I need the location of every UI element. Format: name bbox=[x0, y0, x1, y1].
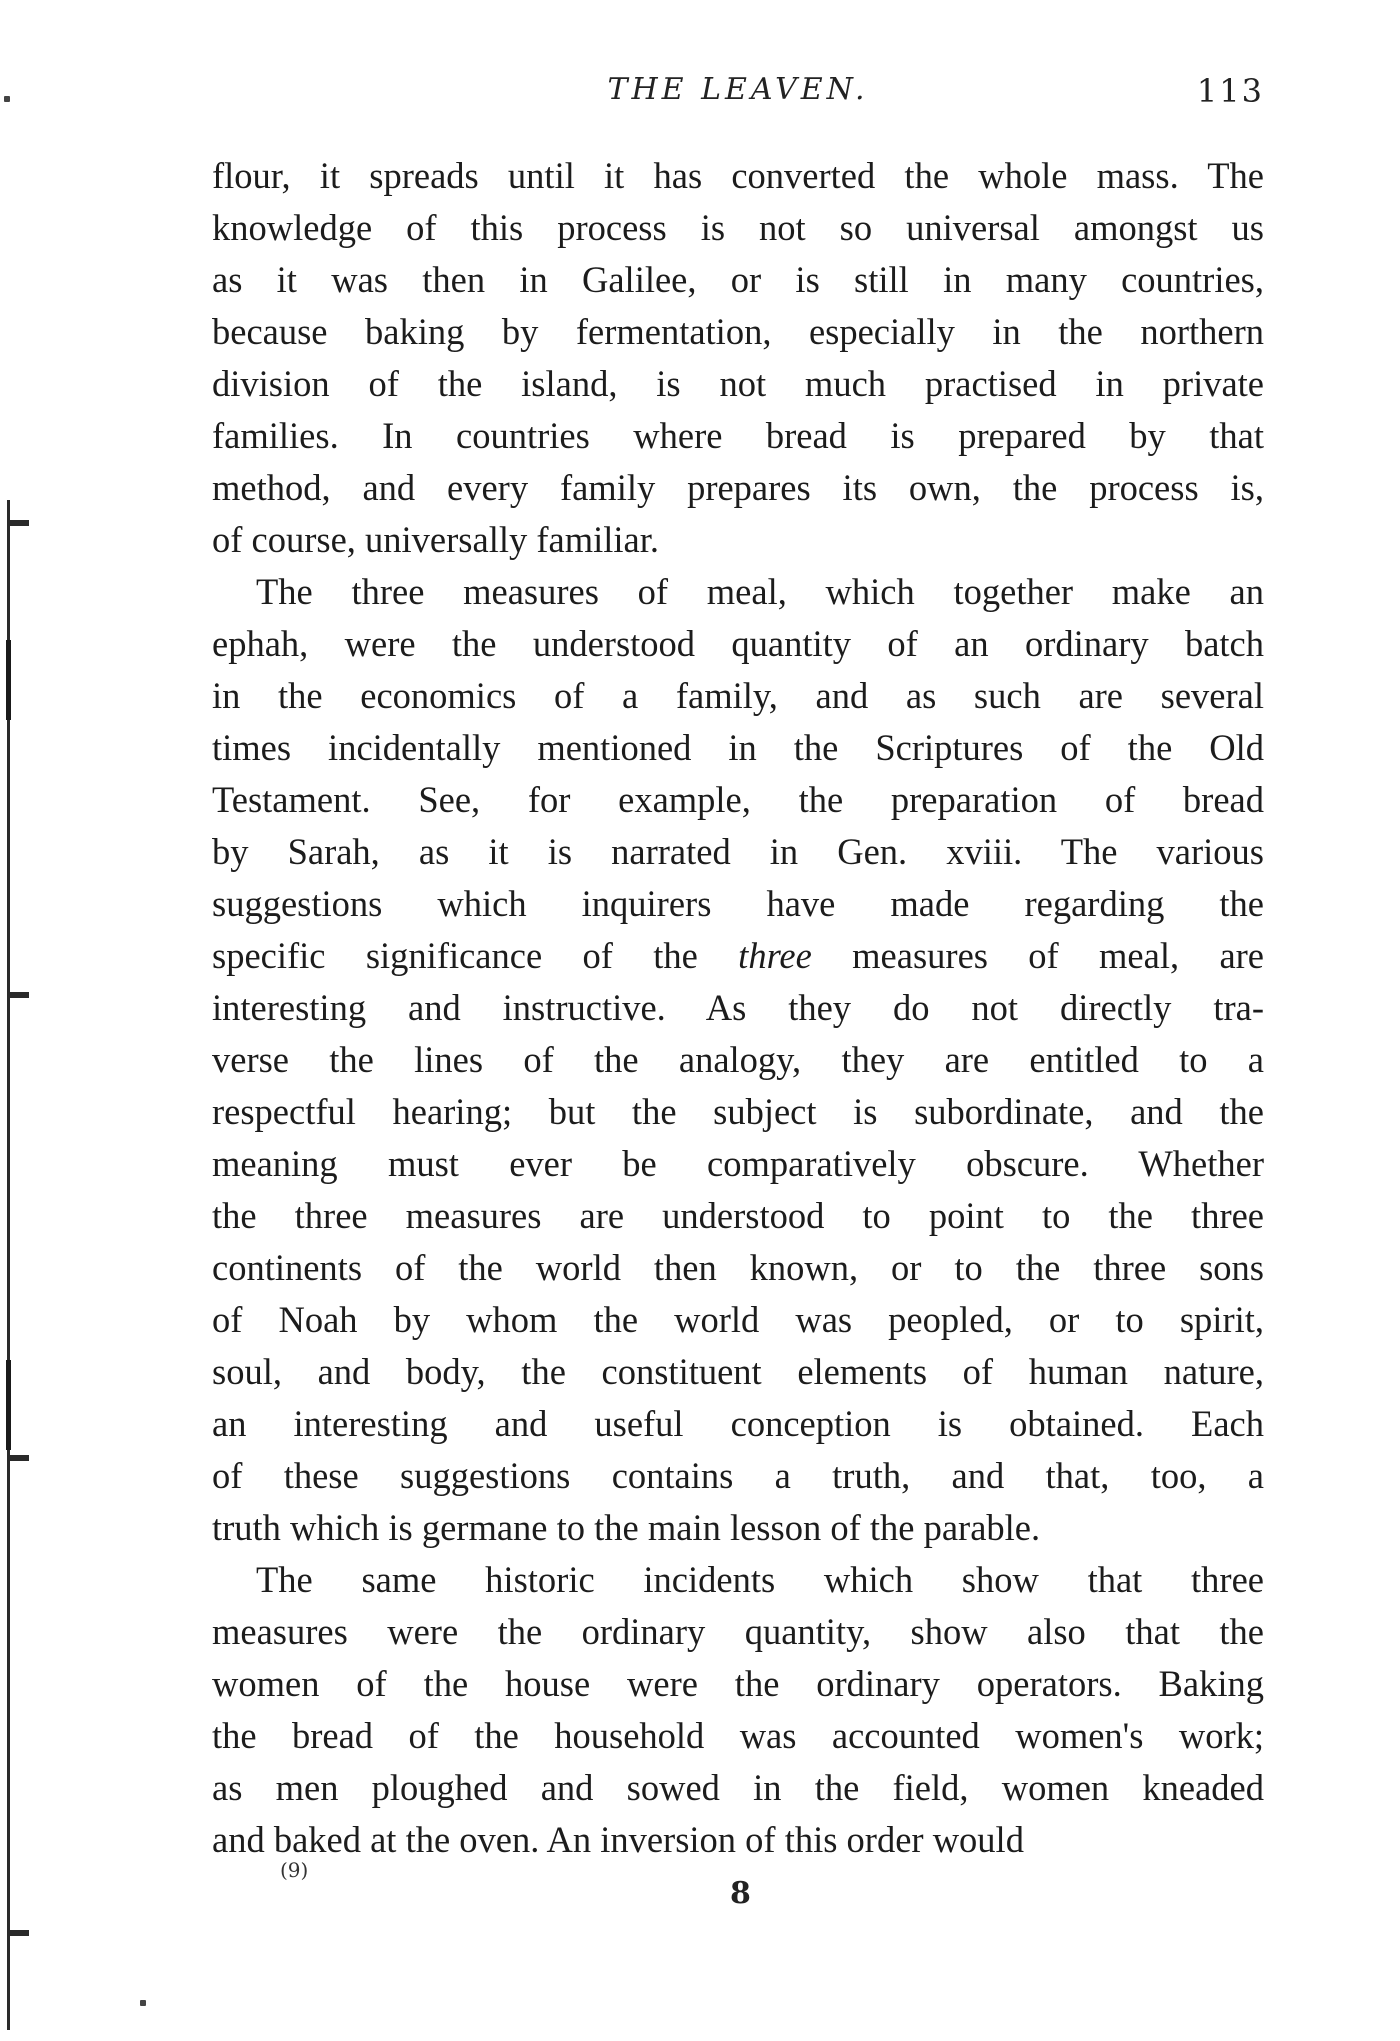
printer-mark: (9) bbox=[280, 1858, 309, 1882]
binding-edge bbox=[7, 500, 10, 2030]
page-number: 113 bbox=[1196, 72, 1264, 110]
text-line: interesting and instructive. As they do not directly tra- bbox=[212, 987, 1264, 1028]
text-line: the bread of the household was accounted women's work; bbox=[212, 1715, 1264, 1756]
text-line: The three measures of meal, which together make an bbox=[256, 571, 1264, 612]
binding-tick bbox=[7, 1455, 29, 1461]
text-line: verse the lines of the analogy, they are entitled to a bbox=[212, 1039, 1264, 1080]
binding-mark bbox=[6, 640, 11, 720]
text-line: knowledge of this process is not so universal amongst us bbox=[212, 207, 1264, 248]
text-line: Testament. See, for example, the preparation of bread bbox=[212, 779, 1264, 820]
text-line: specific significance of the three measures of meal, are bbox=[212, 935, 1264, 976]
text-line: respectful hearing; but the subject is subordinate, and the bbox=[212, 1091, 1264, 1132]
text-line: as men ploughed and sowed in the field, women kneaded bbox=[212, 1767, 1264, 1808]
paragraph bbox=[212, 150, 1264, 566]
paragraph bbox=[212, 566, 1264, 1554]
text-line: division of the island, is not much practised in private bbox=[212, 363, 1264, 404]
text-line: in the economics of a family, and as such are several bbox=[212, 675, 1264, 716]
text-line: by Sarah, as it is narrated in Gen. xviii. The various bbox=[212, 831, 1264, 872]
running-head bbox=[212, 72, 1264, 122]
text-line: ephah, were the understood quantity of an ordinary batch bbox=[212, 623, 1264, 664]
text-line: continents of the world then known, or to the three sons bbox=[212, 1247, 1264, 1288]
text-line: truth which is germane to the main lesson of the parable. bbox=[212, 1507, 1041, 1548]
margin-mark bbox=[140, 2000, 146, 2006]
text-line: method, and every family prepares its own, the process is, bbox=[212, 467, 1264, 508]
text-line: times incidentally mentioned in the Scriptures of the Old bbox=[212, 727, 1264, 768]
binding-tick bbox=[7, 1930, 29, 1936]
text-line: suggestions which inquirers have made regarding the bbox=[212, 883, 1264, 924]
text-line: women of the house were the ordinary operators. Baking bbox=[212, 1663, 1264, 1704]
italic-word: three bbox=[738, 935, 812, 976]
text-line: of course, universally familiar. bbox=[212, 519, 659, 560]
text-line: The same historic incidents which show that three bbox=[256, 1559, 1264, 1600]
text-line: families. In countries where bread is prepared by that bbox=[212, 415, 1264, 456]
text-line: because baking by fermentation, especially in the northern bbox=[212, 311, 1264, 352]
text-line: and baked at the oven. An inversion of this order would bbox=[212, 1819, 1024, 1860]
binding-mark bbox=[6, 1360, 11, 1450]
text-line: the three measures are understood to point to the three bbox=[212, 1195, 1264, 1236]
text-line: of Noah by whom the world was peopled, or to spirit, bbox=[212, 1299, 1264, 1340]
paragraph bbox=[212, 1554, 1264, 1866]
running-title: THE LEAVEN. bbox=[607, 72, 869, 107]
text-line: soul, and body, the constituent elements of human nature, bbox=[212, 1351, 1264, 1392]
binding-tick bbox=[7, 992, 29, 998]
text-line: flour, it spreads until it has converted the whole mass. The bbox=[212, 155, 1264, 196]
binding-tick bbox=[7, 520, 29, 526]
text-line: as it was then in Galilee, or is still in many countries, bbox=[212, 259, 1264, 300]
text-line: measures were the ordinary quantity, show also that the bbox=[212, 1611, 1264, 1652]
text-line: an interesting and useful conception is obtained. Each bbox=[212, 1403, 1264, 1444]
signature-mark: 8 bbox=[730, 1876, 751, 1911]
text-line: of these suggestions contains a truth, and that, too, a bbox=[212, 1455, 1264, 1496]
text-line: meaning must ever be comparatively obscure. Whether bbox=[212, 1143, 1264, 1184]
body-text bbox=[212, 150, 1264, 1866]
margin-mark bbox=[4, 96, 10, 102]
